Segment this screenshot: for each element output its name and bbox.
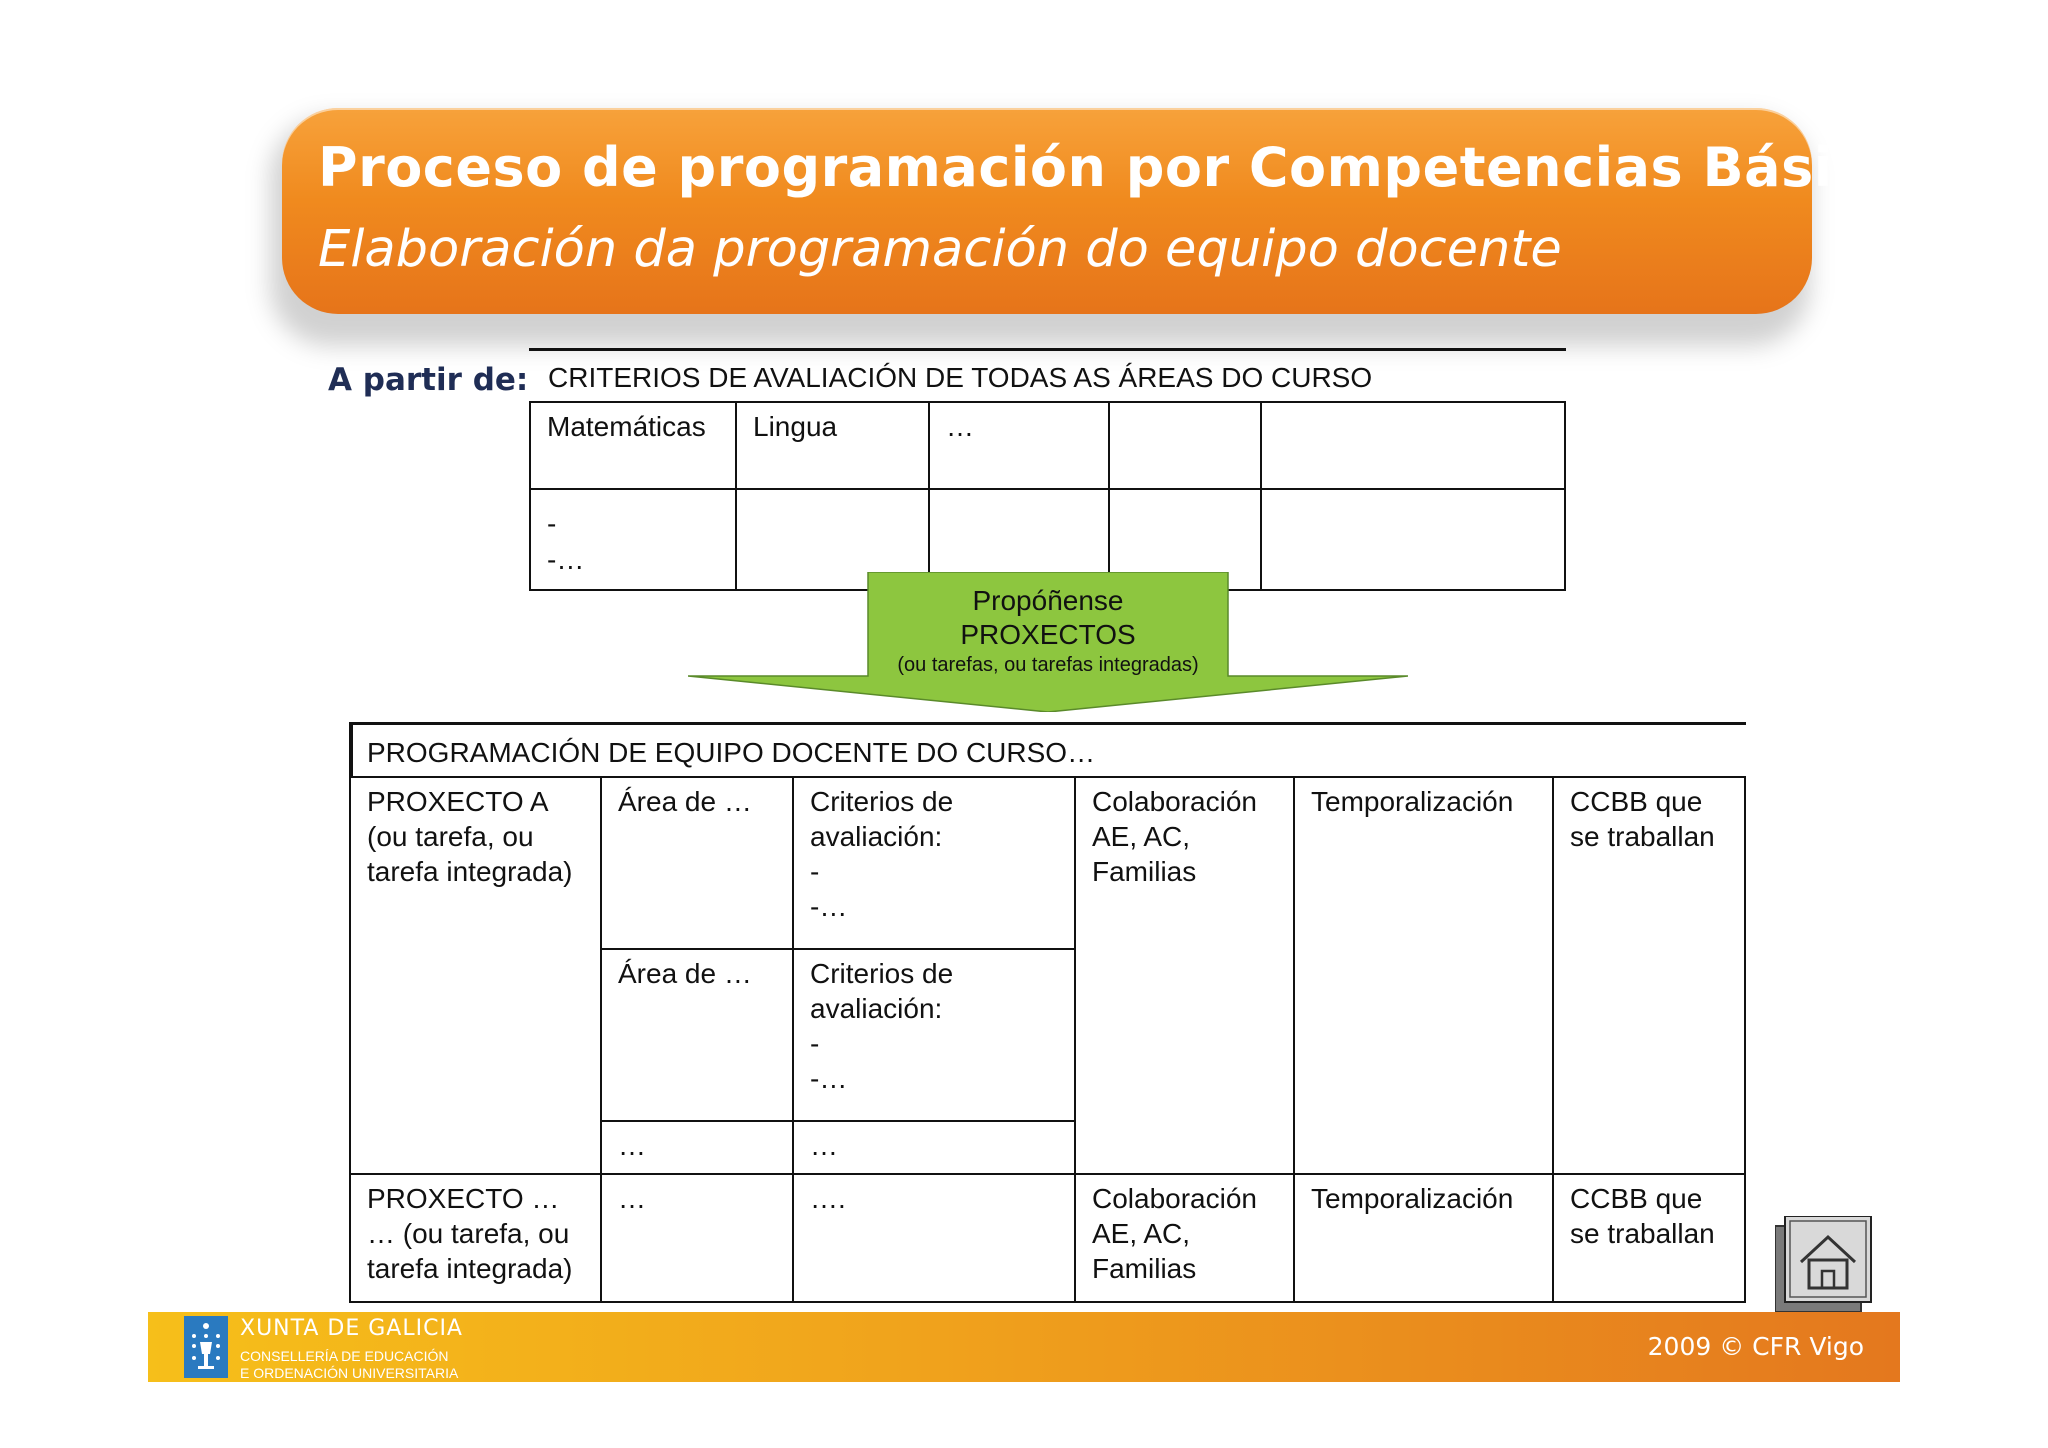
ccbb-line-2: se traballan bbox=[1570, 821, 1715, 852]
ccbb-cell-2 bbox=[1552, 1173, 1746, 1303]
arrow-label bbox=[868, 584, 1228, 678]
project-a-name: PROXECTO A bbox=[367, 786, 549, 817]
area-cell-empty-2 bbox=[1260, 401, 1566, 491]
arrow-line-2: PROXECTOS bbox=[960, 619, 1136, 650]
project-n-cell bbox=[349, 1173, 603, 1303]
bottom-table-top-border bbox=[349, 722, 1746, 725]
area-ellipsis-cell-2: … bbox=[600, 1173, 795, 1303]
project-a-note-2: tarefa integrada) bbox=[367, 856, 573, 887]
criterios-label-1: Criterios de bbox=[810, 958, 954, 989]
criterios-cell-2 bbox=[792, 948, 1077, 1123]
colaboracion-line-3: Familias bbox=[1092, 1253, 1197, 1284]
ccbb-line-1: CCBB que bbox=[1570, 1183, 1703, 1214]
a-partir-label: A partir de: bbox=[328, 362, 529, 398]
criterios-dash-ellipsis: -… bbox=[810, 1063, 848, 1094]
colaboracion-cell-1 bbox=[1074, 776, 1296, 1176]
criteria-dash: - bbox=[547, 508, 557, 539]
ccbb-line-1: CCBB que bbox=[1570, 786, 1703, 817]
title-banner bbox=[282, 108, 1935, 314]
arrow-line-3: (ou tarefas, ou tarefas integradas) bbox=[897, 654, 1199, 676]
area-cell-matematicas: Matemáticas bbox=[529, 401, 738, 491]
project-n-note-2: tarefa integrada) bbox=[367, 1253, 573, 1284]
area-cell-empty-1 bbox=[1108, 401, 1263, 491]
ccbb-cell-1 bbox=[1552, 776, 1746, 1176]
top-table-title: CRITERIOS DE AVALIACIÓN DE TODAS AS ÁREAS DO CURSO bbox=[548, 362, 1373, 393]
colaboracion-line-1: Colaboración bbox=[1092, 786, 1257, 817]
temporalizacion-cell-1: Temporalización bbox=[1293, 776, 1555, 1176]
criterios-dash-ellipsis: -… bbox=[810, 891, 848, 922]
project-a-cell bbox=[349, 776, 603, 1176]
temporalizacion-cell-2: Temporalización bbox=[1293, 1173, 1555, 1303]
colaboracion-line-3: Familias bbox=[1092, 856, 1197, 887]
page-title: Proceso de programación por Competencias Básicas bbox=[318, 136, 1935, 199]
copyright: 2009 © CFR Vigo bbox=[1647, 1332, 1864, 1361]
area-ellipsis-cell: … bbox=[600, 1120, 795, 1176]
criterios-label-2: avaliación: bbox=[810, 993, 943, 1024]
criterios-dash: - bbox=[810, 1028, 820, 1059]
criterios-dash: - bbox=[810, 856, 820, 887]
criterios-label-2: avaliación: bbox=[810, 821, 943, 852]
area-de-cell-1: Área de … bbox=[600, 776, 795, 951]
bottom-table-left-border bbox=[349, 722, 353, 780]
home-button[interactable] bbox=[1775, 1216, 1873, 1312]
criterios-ellipsis-cell-2: …. bbox=[792, 1173, 1077, 1303]
ccbb-line-2: se traballan bbox=[1570, 1218, 1715, 1249]
bottom-table-title: PROGRAMACIÓN DE EQUIPO DOCENTE DO CURSO… bbox=[367, 737, 1096, 768]
arrow-line-1: Propóñense bbox=[972, 585, 1124, 616]
criterios-ellipsis-cell: … bbox=[792, 1120, 1077, 1176]
colaboracion-line-2: AE, AC, bbox=[1092, 1218, 1191, 1249]
xunta-crest-icon bbox=[184, 1316, 228, 1378]
criteria-dash-ellipsis: -… bbox=[547, 544, 585, 575]
area-de-cell-2: Área de … bbox=[600, 948, 795, 1123]
page-subtitle: Elaboración da programación do equipo docente bbox=[318, 220, 1562, 279]
criterios-cell-1 bbox=[792, 776, 1077, 951]
criterios-label-1: Criterios de bbox=[810, 786, 954, 817]
org-subtitle bbox=[240, 1348, 458, 1382]
colaboracion-line-2: AE, AC, bbox=[1092, 821, 1191, 852]
org-line-3: E ORDENACIÓN UNIVERSITARIA bbox=[240, 1365, 459, 1381]
project-n-note-1: … (ou tarefa, ou bbox=[367, 1218, 570, 1249]
top-table-border bbox=[529, 348, 1566, 351]
area-cell-ellipsis: … bbox=[928, 401, 1111, 491]
footer-bar bbox=[148, 1312, 1900, 1382]
project-n-name: PROXECTO … bbox=[367, 1183, 560, 1214]
colaboracion-cell-2 bbox=[1074, 1173, 1296, 1303]
colaboracion-line-1: Colaboración bbox=[1092, 1183, 1257, 1214]
org-name: XUNTA DE GALICIA bbox=[240, 1316, 463, 1341]
area-cell-lingua: Lingua bbox=[735, 401, 931, 491]
org-line-2: CONSELLERÍA DE EDUCACIÓN bbox=[240, 1348, 449, 1364]
project-a-note-1: (ou tarefa, ou bbox=[367, 821, 534, 852]
